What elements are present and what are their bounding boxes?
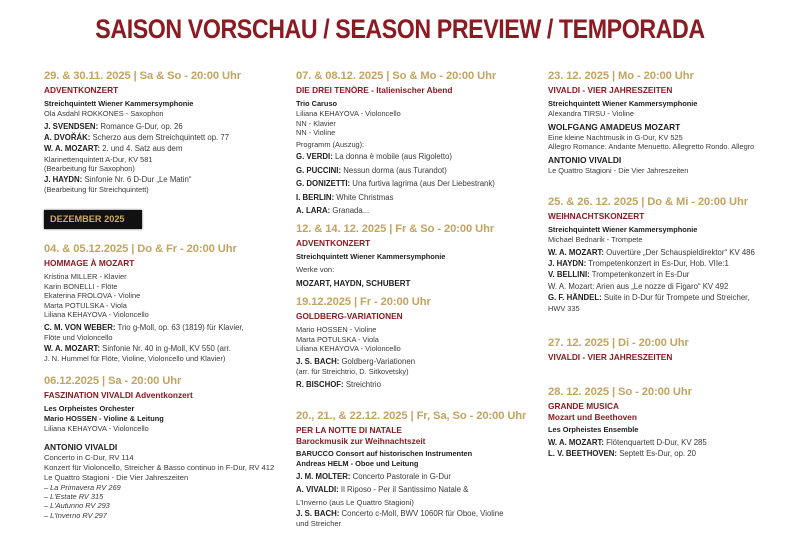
program-detail: HWV 335	[548, 303, 580, 313]
event-subtitle: Mozart und Beethoven	[548, 412, 637, 422]
event-vivaldi-four-seasons-27	[548, 336, 798, 363]
performer: Liliana KEHAYOVA - Violoncello	[296, 344, 401, 354]
performer: Alexandra TIRSU - Violine	[548, 109, 634, 118]
program-item: J. S. BACH: Concerto c-Moll, BWV 1060R für Oboe, Violine	[296, 508, 504, 518]
event-weihnachtskonzert	[548, 195, 798, 313]
performer: Karin BONELLI - Flöte	[44, 281, 118, 291]
ensemble: Streichquintett Wiener Kammersymphonie	[548, 225, 698, 234]
program-item: A. DVOŘÁK: Scherzo aus dem Streichquintett op. 77	[44, 133, 230, 142]
event-date: 28. 12. 2025 | So - 20:00 Uhr	[548, 386, 692, 398]
event-date: 27. 12. 2025 | Di - 20:00 Uhr	[548, 337, 689, 349]
event-goldberg-variations	[296, 295, 546, 390]
program-item: C. M. VON WEBER: Trio g-Moll, op. 63 (1819) für Klavier,	[44, 322, 244, 332]
program-item: V. BELLINI: Trompetenkonzert in Es-Dur	[548, 270, 690, 280]
program-item: G. F. HÄNDEL: Suite in D-Dur für Trompete und Streicher,	[548, 293, 750, 303]
program-item: I. BERLIN: White Christmas	[296, 192, 394, 202]
program-item: L. V. BEETHOVEN: Septett Es-Dur, op. 20	[548, 449, 696, 459]
composer-heading: ANTONIO VIVALDI	[44, 441, 118, 452]
event-title: WEIHNACHTSKONZERT	[548, 211, 645, 221]
event-date: 20., 21., & 22.12. 2025 | Fr, Sa, So - 20:00 Uhr	[296, 410, 527, 422]
event-date: 06.12.2025 | Sa - 20:00 Uhr	[44, 375, 182, 387]
work: Concerto in C-Dur, RV 114	[44, 452, 134, 462]
work: Le Quattro Stagioni - Die Vier Jahreszeiten	[548, 165, 689, 175]
event-title: DIE DREI TENÖRE - Italienischer Abend	[296, 85, 453, 95]
program-item: J. S. BACH: Goldberg-Variationen	[296, 356, 416, 366]
event-date: 25. & 26. 12. 2025 | Do & Mi - 20:00 Uhr	[548, 196, 748, 208]
program-item: G. VERDI: La donna è mobile (aus Rigoletto)	[296, 152, 453, 162]
performer: Kristina MILLER - Klavier	[44, 272, 127, 281]
program-detail: (Bearbeitung für Streichquintett)	[44, 185, 149, 195]
performer: NN - Violine	[296, 128, 336, 138]
performer: Michael Bednarik - Trompete	[548, 235, 643, 244]
program-item: W. A. Mozart: Arien aus „Le nozze di Figaro“ KV 492	[548, 281, 729, 291]
performer: Ola Asdahl ROKKONES - Saxophon	[44, 109, 164, 118]
event-title: GOLDBERG-VARIATIONEN	[296, 311, 403, 321]
program-item: J. SVENDSEN: Romance G-Dur, op. 26	[44, 121, 183, 131]
event-date: 29. & 30.11. 2025 | Sa & So - 20:00 Uhr	[44, 70, 241, 82]
event-per-la-notte-di-natale	[296, 409, 546, 529]
program-item: G. DONIZETTI: Una furtiva lagrima (aus Der Liebestrank)	[296, 179, 495, 189]
composer-heading: ANTONIO VIVALDI	[548, 154, 622, 165]
event-date: 04. & 05.12.2025 | Do & Fr - 20:00 Uhr	[44, 243, 237, 255]
work: Le Quattro Stagioni - Die Vier Jahreszeiten	[44, 472, 189, 482]
month-badge: DEZEMBER 2025	[44, 210, 142, 229]
composers: MOZART, HAYDN, SCHUBERT	[296, 279, 411, 288]
work: Konzert für Violoncello, Streicher & Basso continuo in F-Dur, RV 412	[44, 462, 275, 472]
program-detail: und Streicher	[296, 519, 342, 529]
ensemble: Streichquintett Wiener Kammersymphonie	[548, 99, 698, 108]
work: Eine kleine Nachtmusik in G-Dur, KV 525	[548, 132, 683, 142]
program-detail: L'Inverno (aus Le Quattro Stagioni)	[296, 497, 414, 507]
program-item: W. A. MOZART: 2. und 4. Satz aus dem	[44, 144, 183, 154]
performer: Marta POTULSKA - Viola	[296, 334, 379, 344]
event-title: GRANDE MUSICA	[548, 401, 619, 411]
event-advent-concert-nov	[44, 69, 294, 195]
event-hommage-mozart	[44, 242, 294, 364]
program-detail: Klarinettenquintett A-Dur, KV 581	[44, 154, 153, 164]
performer: Marta POTULSKA - Viola	[44, 300, 127, 310]
performer: NN - Klavier	[296, 118, 336, 128]
program-item: A. LARA: Granada...	[296, 206, 370, 215]
performer: Ekaterina FROLOVA - Violine	[44, 291, 141, 301]
program-item: A. VIVALDI: Il Riposo - Per il Santissimo Natale &	[296, 485, 469, 495]
program-label: Programm (Auszug):	[296, 139, 365, 149]
ensemble: BARUCCO Consort auf historischen Instrumenten	[296, 449, 473, 458]
event-title: FASZINATION VIVALDI Adventkonzert	[44, 390, 193, 400]
event-date: 19.12.2025 | Fr - 20:00 Uhr	[296, 296, 431, 308]
event-title: HOMMAGE À MOZART	[44, 258, 135, 268]
movement: – L'Inverno RV 297	[44, 510, 107, 520]
event-drei-tenoere	[296, 69, 546, 216]
program-item: J. HAYDN: Trompetenkonzert in Es-Dur, Hob. VIIe:1	[548, 259, 729, 268]
program-item: W. A. MOZART: Flötenquartett D-Dur, KV 285	[548, 438, 707, 447]
event-grande-musica	[548, 385, 798, 460]
program-detail: (Bearbeitung für Saxophon)	[44, 164, 135, 174]
event-title: VIVALDI - VIER JAHRESZEITEN	[548, 85, 673, 95]
movement: – La Primavera RV 269	[44, 482, 121, 492]
performer: Mario HOSSEN - Violine	[296, 325, 377, 334]
event-advent-concert-dec	[296, 222, 546, 289]
program-detail: Flöte und Violoncello	[44, 333, 113, 343]
performer: Liliana KEHAYOVA - Violoncello	[44, 310, 149, 320]
program-item: W. A. MOZART: Ouvertüre „Der Schauspieldirektor“ KV 486	[548, 247, 755, 257]
program-item: W. A. MOZART: Sinfonie Nr. 40 in g-Moll, KV 550 (arr.	[44, 343, 231, 353]
event-title: PER LA NOTTE DI NATALE	[296, 425, 402, 435]
work: Allegro Romance. Andante Menuetto. Allegretto Rondo. Allegro	[548, 142, 755, 152]
event-title: ADVENTKONZERT	[296, 238, 371, 248]
ensemble-leader: Mario HOSSEN - Violine & Leitung	[44, 414, 164, 423]
event-faszination-vivaldi	[44, 374, 294, 520]
ensemble: Les Orpheistes Ensemble	[548, 425, 639, 434]
event-date: 07. & 08.12. 2025 | So & Mo - 20:00 Uhr	[296, 70, 497, 82]
program-item: J. HAYDN: Sinfonie Nr. 6 D-Dur „Le Matin“	[44, 175, 192, 184]
program-item: G. PUCCINI: Nessun dorma (aus Turandot)	[296, 165, 447, 175]
event-vivaldi-four-seasons-23	[548, 69, 798, 175]
ensemble-leader: Andreas HELM - Oboe und Leitung	[296, 459, 419, 468]
works-label: Werke von:	[296, 265, 335, 274]
event-subtitle: Barockmusik zur Weihnachtszeit	[296, 436, 426, 446]
event-title: ADVENTKONZERT	[44, 85, 119, 95]
movement: – L'Estate RV 315	[44, 492, 104, 501]
program-item: J. M. MOLTER: Concerto Pastorale in G-Dur	[296, 472, 451, 481]
program-detail: J. N. Hummel für Flöte, Violine, Violoncello und Klavier)	[44, 354, 226, 364]
program-detail: (arr. für Streichtrio, D. Sitkovetsky)	[296, 367, 409, 377]
page-title: SAISON VORSCHAU / SEASON PREVIEW / TEMPORADA	[95, 14, 705, 44]
event-title: VIVALDI - VIER JAHRESZEITEN	[548, 352, 673, 362]
program-item: R. BISCHOF: Streichtrio	[296, 379, 381, 389]
ensemble: Les Orpheistes Orchester	[44, 404, 135, 413]
ensemble: Trio Caruso	[296, 99, 338, 108]
event-date: 23. 12. 2025 | Mo - 20:00 Uhr	[548, 70, 694, 82]
ensemble: Streichquintett Wiener Kammersymphonie	[296, 252, 446, 261]
movement: – L'Autunno RV 293	[44, 501, 110, 511]
ensemble: Streichquintett Wiener Kammersymphonie	[44, 99, 194, 108]
event-date: 12. & 14. 12. 2025 | Fr & So - 20:00 Uhr	[296, 223, 495, 235]
performer: Liliana KEHAYOVA - Violoncello	[44, 424, 149, 433]
composer-heading: WOLFGANG AMADEUS MOZART	[548, 121, 681, 132]
performer: Liliana KEHAYOVA - Violoncello	[296, 109, 401, 118]
